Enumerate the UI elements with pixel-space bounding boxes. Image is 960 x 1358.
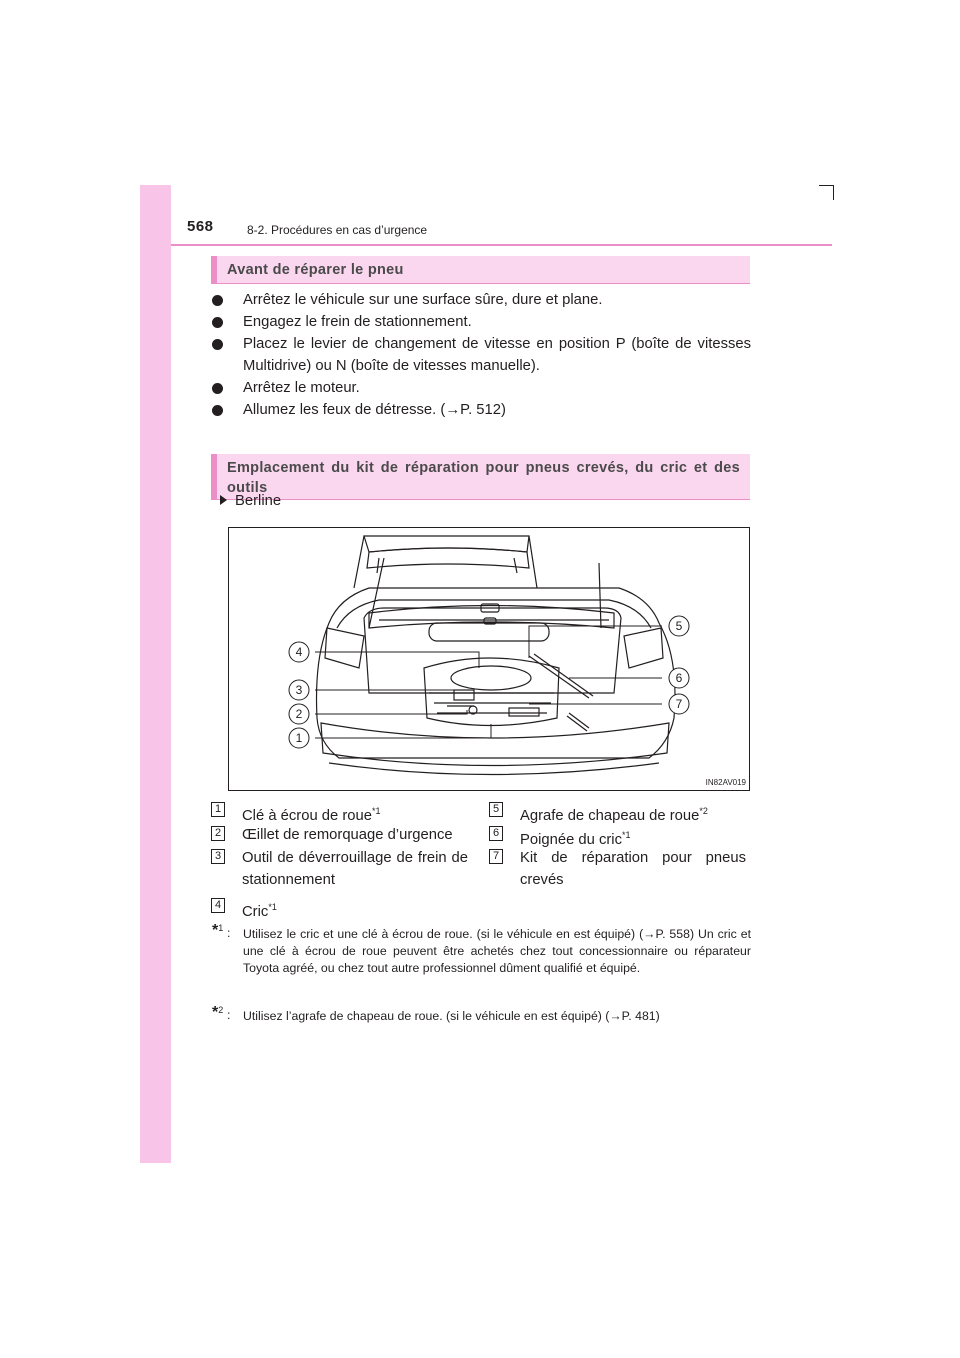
svg-text:7: 7 bbox=[675, 697, 683, 711]
bullet-item: Allumez les feux de détresse. (→P. 512) bbox=[211, 399, 751, 421]
figure-code: IN82AV019 bbox=[705, 778, 746, 787]
crop-mark bbox=[819, 185, 834, 200]
legend-number: 4 bbox=[211, 898, 225, 913]
bullet-item: Engagez le frein de stationnement. bbox=[211, 311, 751, 333]
svg-text:5: 5 bbox=[675, 619, 683, 633]
legend-number: 2 bbox=[211, 826, 225, 841]
svg-text:1: 1 bbox=[295, 731, 303, 745]
callout-2 bbox=[289, 704, 309, 724]
callout-4 bbox=[289, 642, 309, 662]
svg-text:6: 6 bbox=[675, 671, 683, 685]
sidebar-tab bbox=[140, 185, 171, 1163]
header-rule bbox=[171, 244, 832, 246]
bullet-item: Arrêtez le moteur. bbox=[211, 377, 751, 399]
bullet-dot-icon bbox=[212, 383, 223, 394]
trunk-illustration-svg bbox=[229, 528, 749, 790]
bullet-item: Placez le levier de changement de vitesse en position P (boîte de vitesses Multidrive) ou N (boîte de vitesses manuelle). bbox=[211, 333, 751, 377]
triangle-right-icon bbox=[220, 495, 227, 505]
callout-1 bbox=[289, 728, 309, 748]
callout-6 bbox=[669, 668, 689, 688]
svg-text:3: 3 bbox=[295, 683, 303, 697]
variant-label: Berline bbox=[220, 493, 281, 509]
legend-number: 1 bbox=[211, 802, 225, 817]
bullet-dot-icon bbox=[212, 295, 223, 306]
heading-kit-location: Emplacement du kit de réparation pour pneus crevés, du cric et des outils bbox=[211, 454, 750, 500]
trunk-illustration bbox=[228, 527, 750, 791]
bullet-item: Arrêtez le véhicule sur une surface sûre, dure et plane. bbox=[211, 289, 751, 311]
bullet-dot-icon bbox=[212, 339, 223, 350]
legend-number: 7 bbox=[489, 849, 503, 864]
bullet-list bbox=[211, 289, 751, 421]
svg-text:4: 4 bbox=[295, 645, 303, 659]
heading-before-repair: Avant de réparer le pneu bbox=[211, 256, 750, 284]
bullet-dot-icon bbox=[212, 317, 223, 328]
svg-text:2: 2 bbox=[295, 707, 303, 721]
legend-number: 3 bbox=[211, 849, 225, 864]
legend-number: 5 bbox=[489, 802, 503, 817]
section-title: 8-2. Procédures en cas d’urgence bbox=[247, 223, 428, 237]
callout-5 bbox=[669, 616, 689, 636]
callout-7 bbox=[669, 694, 689, 714]
callout-3 bbox=[289, 680, 309, 700]
page-number: 568 bbox=[187, 218, 214, 235]
bullet-dot-icon bbox=[212, 405, 223, 416]
legend-number: 6 bbox=[489, 826, 503, 841]
